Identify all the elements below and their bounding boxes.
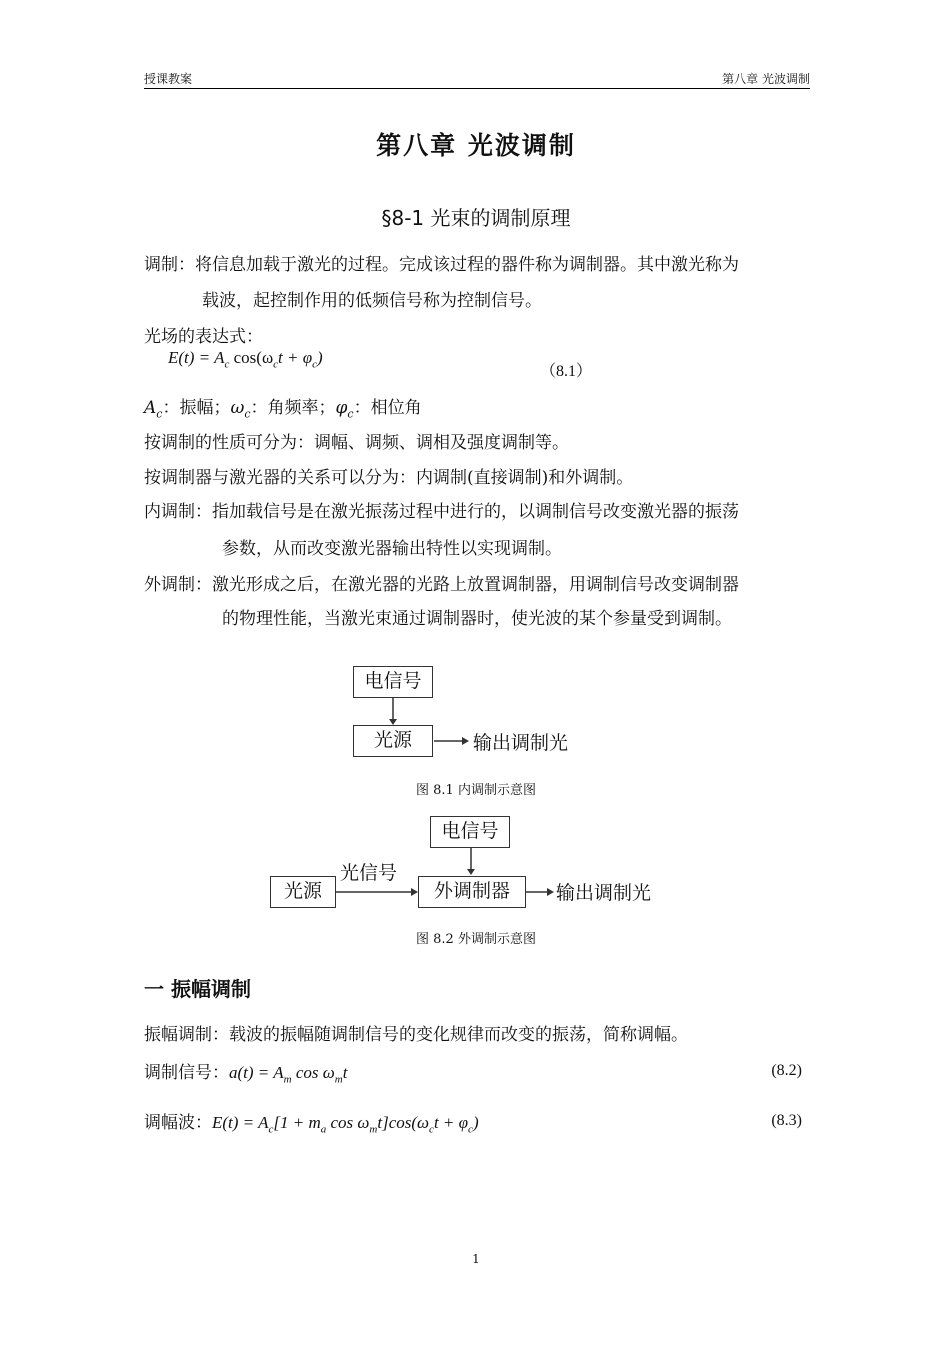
fig1-signal-box: 电信号 <box>353 666 433 698</box>
fig2-optical-signal-label: 光信号 <box>340 862 398 884</box>
fig2-output-label: 输出调制光 <box>556 882 652 904</box>
fig2-arrows <box>330 840 570 900</box>
nature-classification: 按调制的性质可分为：调幅、调频、调相及强度调制等。 <box>144 433 569 453</box>
equation-number-8-3: (8.3) <box>771 1112 802 1129</box>
fig1-output-label: 输出调制光 <box>473 732 569 754</box>
modulation-def-line1: 调制：将信息加载于激光的过程。完成该过程的器件称为调制器。其中激光称为 <box>144 255 739 275</box>
equation-8-2: 调制信号：$a(t) = A_m$ $\cos \omega_mt$ <box>144 1063 348 1086</box>
equation-number-8-1: （8.1） <box>540 363 593 380</box>
heading-amplitude-modulation: 一 振幅调制 <box>144 977 251 1001</box>
internal-modulation-line2: 参数，从而改变激光器输出特性以实现调制。 <box>222 539 562 559</box>
fig1-source-box: 光源 <box>353 725 433 757</box>
equation-number-8-2: (8.2) <box>771 1062 802 1079</box>
external-modulation-line2: 的物理性能，当激光束通过调制器时，使光波的某个参量受到调制。 <box>222 609 732 629</box>
external-modulation-line1: 外调制：激光形成之后，在激光器的光路上放置调制器，用调制信号改变调制器 <box>144 575 739 595</box>
field-expression-label: 光场的表达式： <box>144 327 263 347</box>
modulation-def-line2: 载波，起控制作用的低频信号称为控制信号。 <box>202 291 542 311</box>
equation-8-1: $E(t) = A_c$ $\cos(\omega_ct + \varphi_c)$ <box>168 348 323 371</box>
fig2-modulator-box: 外调制器 <box>418 876 526 908</box>
symbol-legend: $A_c$：振幅；$\omega_c$：角频率；$\varphi_c$：相位角 <box>144 398 422 421</box>
fig1-caption: 图 8.1 内调制示意图 <box>416 783 536 798</box>
fig2-signal-box: 电信号 <box>430 816 510 848</box>
fig2-source-box: 光源 <box>270 876 336 908</box>
chapter-title: 第八章 光波调制 <box>376 131 576 160</box>
fig2-caption: 图 8.2 外调制示意图 <box>416 932 536 947</box>
relation-classification: 按调制器与激光器的关系可以分为：内调制(直接调制)和外调制。 <box>144 468 634 488</box>
section-title: §8-1 光束的调制原理 <box>381 206 571 230</box>
am-definition: 振幅调制：载波的振幅随调制信号的变化规律而改变的振荡，简称调幅。 <box>144 1025 688 1045</box>
header-right: 第八章 光波调制 <box>722 72 810 86</box>
equation-8-3: 调幅波：$E(t) = A_c[1 + m_a$ $\cos \omega_mt]\cos(\omega_ct + \varphi_c)$ <box>144 1113 479 1136</box>
page-number: 1 <box>472 1252 480 1266</box>
internal-modulation-line1: 内调制：指加载信号是在激光振荡过程中进行的，以调制信号改变激光器的振荡 <box>144 502 739 522</box>
fig1-arrows <box>340 690 490 750</box>
header-rule <box>144 88 810 89</box>
header-left: 授课教案 <box>144 72 193 86</box>
